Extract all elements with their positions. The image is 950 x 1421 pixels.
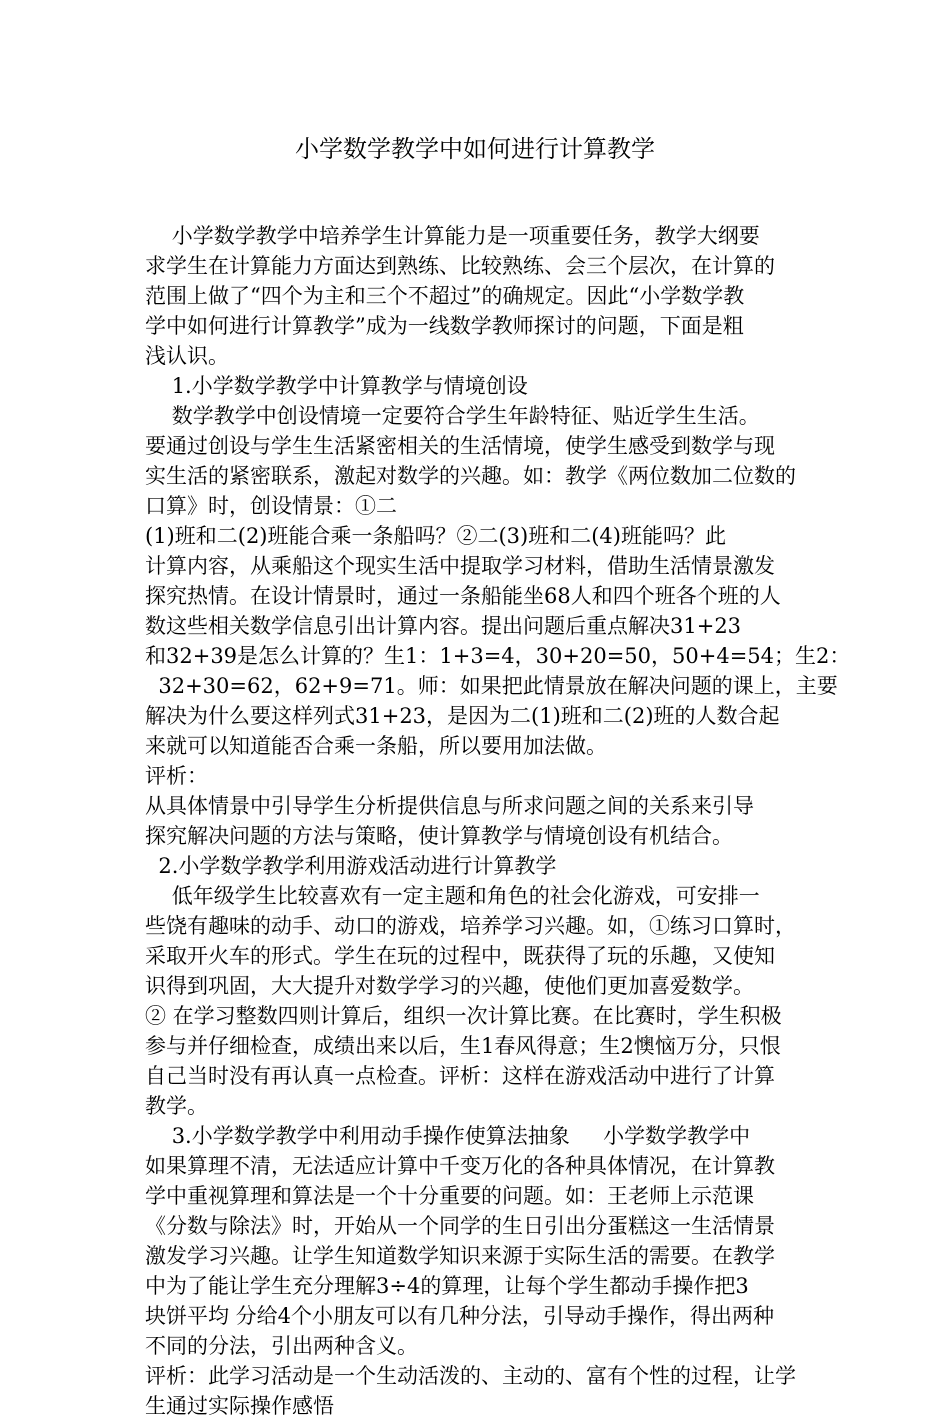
paragraph-line: 《分数与除法》时，开始从一个同学的生日引出分蛋糕这一生活情景 xyxy=(145,1214,775,1238)
document-body xyxy=(145,221,851,1421)
paragraph-line: 从具体情景中引导学生分析提供信息与所求问题之间的关系来引导 xyxy=(145,794,754,818)
paragraph-line: 如果算理不清，无法适应计算中千变万化的各种具体情况，在计算教 xyxy=(145,1154,775,1178)
paragraph-line: 2.小学数学教学利用游戏活动进行计算教学 xyxy=(145,854,557,878)
paragraph-line: 浅认识。 xyxy=(145,344,229,368)
paragraph-line: 口算》时，创设情景：①二 xyxy=(145,494,397,518)
paragraph-line: 生通过实际操作感悟 xyxy=(145,1394,334,1418)
paragraph-line: 不同的分法，引出两种含义。 xyxy=(145,1334,418,1358)
paragraph-line: 计算内容，从乘船这个现实生活中提取学习材料，借助生活情景激发 xyxy=(145,554,775,578)
paragraph-line: 实生活的紧密联系，激起对数学的兴趣。如：教学《两位数加二位数的 xyxy=(145,464,796,488)
paragraph-line: 探究解决问题的方法与策略，使计算教学与情境创设有机结合。 xyxy=(145,824,733,848)
paragraph-line: ② 在学习整数四则计算后，组织一次计算比赛。在比赛时，学生积极 xyxy=(145,1004,782,1028)
paragraph-line: 学中如何进行计算教学”成为一线数学教师探讨的问题，下面是粗 xyxy=(145,314,744,338)
paragraph-line: 探究热情。在设计情景时，通过一条船能坐68人和四个班各个班的人 xyxy=(145,584,781,608)
paragraph-line: 教学。 xyxy=(145,1094,208,1118)
paragraph-line: 范围上做了“四个为主和三个不超过”的确规定。因此“小学数学教 xyxy=(145,284,745,308)
paragraph-line: 低年级学生比较喜欢有一定主题和角色的社会化游戏，可安排一 xyxy=(145,884,760,908)
paragraph-line: 要通过创设与学生生活紧密相关的生活情境，使学生感受到数学与现 xyxy=(145,434,775,458)
paragraph-line: 学中重视算理和算法是一个十分重要的问题。如：王老师上示范课 xyxy=(145,1184,754,1208)
paragraph-line: 评析： xyxy=(145,764,208,788)
paragraph-line: 块饼平均 分给4个小朋友可以有几种分法，引导动手操作，得出两种 xyxy=(145,1304,775,1328)
paragraph-line: 采取开火车的形式。学生在玩的过程中，既获得了玩的乐趣，又使知 xyxy=(145,944,775,968)
paragraph-line: 些饶有趣味的动手、动口的游戏，培养学习兴趣。如，①练习口算时， xyxy=(145,914,796,938)
paragraph-line: 数学教学中创设情境一定要符合学生年龄特征、贴近学生生活。 xyxy=(145,404,760,428)
paragraph-line: 1.小学数学教学中计算教学与情境创设 xyxy=(145,374,528,398)
paragraph-line: 小学数学教学中培养学生计算能力是一项重要任务，教学大纲要 xyxy=(145,224,760,248)
paragraph-line: 3.小学数学教学中利用动手操作使算法抽象 小学数学教学中 xyxy=(145,1124,751,1148)
paragraph-line: 来就可以知道能否合乘一条船，所以要用加法做。 xyxy=(145,734,607,758)
paragraph-line: 识得到巩固，大大提升对数学学习的兴趣，使他们更加喜爱数学。 xyxy=(145,974,754,998)
paragraph-line: (1)班和二(2)班能合乘一条船吗？②二(3)班和二(4)班能吗？此 xyxy=(145,524,726,548)
paragraph-line: 求学生在计算能力方面达到熟练、比较熟练、会三个层次，在计算的 xyxy=(145,254,775,278)
paragraph-line: 激发学习兴趣。让学生知道数学知识来源于实际生活的需要。在教学 xyxy=(145,1244,775,1268)
paragraph-line: 评析：此学习活动是一个生动活泼的、主动的、富有个性的过程，让学 xyxy=(145,1364,796,1388)
paragraph-line: 和32+39是怎么计算的？生1：1+3=4，30+20=50，50+4=54；生2： xyxy=(145,644,851,668)
paragraph-line: 解决为什么要这样列式31+23，是因为二(1)班和二(2)班的人数合起 xyxy=(145,704,780,728)
paragraph-line: 中为了能让学生充分理解3÷4的算理，让每个学生都动手操作把3 xyxy=(145,1274,749,1298)
paragraph-line: 32+30=62，62+9=71。师：如果把此情景放在解决问题的课上，主要 xyxy=(145,674,838,698)
paragraph-line: 数这些相关数学信息引出计算内容。提出问题后重点解决31+23 xyxy=(145,614,742,638)
paragraph-line: 自己当时没有再认真一点检查。评析：这样在游戏活动中进行了计算 xyxy=(145,1064,775,1088)
document-title: 小学数学教学中如何进行计算教学 xyxy=(295,135,655,163)
paragraph-line: 参与并仔细检查，成绩出来以后，生1春风得意；生2懊恼万分，只恨 xyxy=(145,1034,781,1058)
